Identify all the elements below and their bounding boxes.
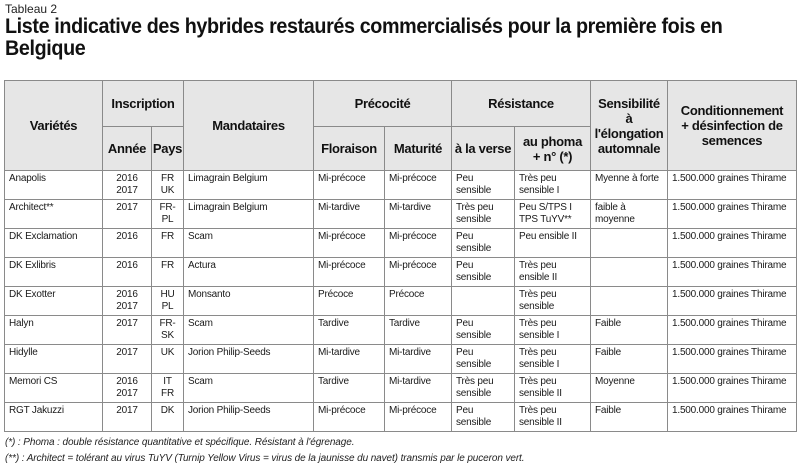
cell-variete: DK Exlibris: [5, 258, 103, 287]
cell-phoma-line: Très peu sensible I: [519, 347, 560, 370]
cell-conditionnement: 1.500.000 graines Thirame: [668, 287, 797, 316]
cell-phoma: [515, 200, 591, 229]
cell-mandataire: Scam: [184, 374, 314, 403]
header-inscription: Inscription: [103, 81, 184, 127]
cell-annee: [103, 403, 152, 432]
cell-annee-line: 2016: [116, 173, 138, 184]
cell-verse-line: sensible: [456, 214, 492, 225]
cell-maturite: Tardive: [385, 316, 452, 345]
cell-verse-line: Très peu: [456, 376, 494, 387]
cell-phoma-line: Peu S/TPS I: [519, 202, 572, 213]
cell-annee-line: 2017: [116, 318, 138, 329]
hybrids-table: [4, 80, 797, 432]
cell-phoma: [515, 403, 591, 432]
cell-phoma-line: Très peu: [519, 376, 557, 387]
cell-phoma-line: Très peu sensible I: [519, 173, 560, 196]
header-maturite: Maturité: [385, 127, 452, 171]
header-varietes: Variétés: [5, 81, 103, 171]
cell-floraison: Mi-précoce: [314, 171, 385, 200]
cell-sensibilite: Faible: [591, 345, 668, 374]
cell-sensibilite: Faible: [591, 316, 668, 345]
cell-annee: [103, 374, 152, 403]
header-annee: Année: [103, 127, 152, 171]
cell-annee-line: 2016: [116, 376, 138, 387]
cell-mandataire: Jorion Philip-Seeds: [184, 345, 314, 374]
cell-phoma: [515, 374, 591, 403]
cell-variete: DK Exotter: [5, 287, 103, 316]
cell-annee-line: 2017: [116, 347, 138, 358]
cell-verse: [452, 258, 515, 287]
cell-conditionnement: 1.500.000 graines Thirame: [668, 403, 797, 432]
cell-verse-line: Peu sensible: [456, 405, 492, 428]
header-precocite: Précocité: [314, 81, 452, 127]
cell-verse-line: Peu sensible: [456, 347, 492, 370]
cell-pays-line: FR: [161, 231, 174, 242]
header-phoma: au phoma + n° (*): [515, 127, 591, 171]
cell-floraison: Mi-tardive: [314, 200, 385, 229]
table-row: [5, 403, 797, 432]
cell-variete: Hidylle: [5, 345, 103, 374]
cell-pays: [152, 171, 184, 200]
header-sensibilite: Sensibilité à l'élongation automnale: [591, 81, 668, 171]
cell-maturite: Mi-précoce: [385, 403, 452, 432]
cell-annee: [103, 229, 152, 258]
cell-annee: [103, 200, 152, 229]
cell-pays-line: UK: [160, 185, 175, 196]
cell-annee-line: 2017: [116, 388, 138, 399]
cell-variete: RGT Jakuzzi: [5, 403, 103, 432]
cell-annee: [103, 345, 152, 374]
cell-phoma: [515, 345, 591, 374]
header-pays: Pays: [152, 127, 184, 171]
cell-mandataire: Monsanto: [184, 287, 314, 316]
cell-floraison: Mi-tardive: [314, 345, 385, 374]
cell-pays-line: FR-SK: [159, 318, 176, 341]
cell-verse: [452, 345, 515, 374]
cell-floraison: Mi-précoce: [314, 403, 385, 432]
cell-variete: Halyn: [5, 316, 103, 345]
cell-pays: [152, 258, 184, 287]
cell-verse-line: Peu sensible: [456, 173, 492, 196]
cell-annee-line: 2017: [116, 202, 138, 213]
cell-mandataire: Actura: [184, 258, 314, 287]
cell-pays-line: FR: [161, 173, 174, 184]
cell-pays-line: IT: [163, 376, 172, 387]
cell-phoma-line: Très peu sensible: [519, 289, 557, 312]
cell-mandataire: Limagrain Belgium: [184, 171, 314, 200]
cell-maturite: Mi-tardive: [385, 200, 452, 229]
cell-verse: [452, 200, 515, 229]
cell-pays-line: FR-PL: [159, 202, 176, 225]
cell-phoma: [515, 229, 591, 258]
cell-annee-line: 2016: [116, 260, 138, 271]
cell-sensibilite: [591, 287, 668, 316]
cell-sensibilite: Faible: [591, 403, 668, 432]
cell-pays: [152, 403, 184, 432]
cell-phoma: [515, 171, 591, 200]
header-conditionnement: Conditionnement + désinfection de semences: [668, 81, 797, 171]
cell-mandataire: Scam: [184, 229, 314, 258]
cell-verse: [452, 403, 515, 432]
header-resistance: Résistance: [452, 81, 591, 127]
cell-pays: [152, 316, 184, 345]
cell-floraison: Mi-précoce: [314, 258, 385, 287]
cell-pays-line: DK: [160, 405, 175, 416]
cell-mandataire: Scam: [184, 316, 314, 345]
cell-maturite: Mi-précoce: [385, 171, 452, 200]
cell-floraison: Mi-précoce: [314, 229, 385, 258]
cell-sensibilite: faible à moyenne: [591, 200, 668, 229]
cell-conditionnement: 1.500.000 graines Thirame: [668, 258, 797, 287]
cell-annee-line: 2017: [116, 301, 138, 312]
cell-variete: DK Exclamation: [5, 229, 103, 258]
cell-sensibilite: [591, 258, 668, 287]
footnote: (**) : Architect = tolérant au virus TuYV (Turnip Yellow Virus = virus de la jaunisse du navet) transmis par le puceron vert.: [5, 453, 525, 464]
cell-verse: [452, 171, 515, 200]
cell-phoma-line: sensible II: [519, 417, 562, 428]
cell-variete: Anapolis: [5, 171, 103, 200]
cell-pays: [152, 200, 184, 229]
cell-floraison: Précoce: [314, 287, 385, 316]
footnote: (*) : Phoma : double résistance quantitative et spécifique. Résistant à l'égrenage.: [5, 437, 355, 448]
cell-maturite: Mi-précoce: [385, 229, 452, 258]
cell-conditionnement: 1.500.000 graines Thirame: [668, 316, 797, 345]
cell-maturite: Mi-précoce: [385, 258, 452, 287]
table-body: [5, 171, 797, 432]
cell-pays-line: PL: [161, 301, 174, 312]
cell-floraison: Tardive: [314, 316, 385, 345]
cell-variete: Architect**: [5, 200, 103, 229]
cell-annee-line: 2017: [116, 185, 138, 196]
cell-maturite: Précoce: [385, 287, 452, 316]
cell-verse-line: Peu sensible: [456, 260, 492, 283]
cell-verse: [452, 316, 515, 345]
cell-phoma: [515, 258, 591, 287]
header-mandataires: Mandataires: [184, 81, 314, 171]
cell-conditionnement: 1.500.000 graines Thirame: [668, 345, 797, 374]
cell-phoma: [515, 316, 591, 345]
table-caption: Tableau 2: [5, 2, 58, 16]
cell-annee-line: 2016: [116, 289, 138, 300]
cell-pays-line: FR: [161, 388, 174, 399]
table-row: [5, 287, 797, 316]
cell-annee: [103, 258, 152, 287]
cell-phoma-line: sensible II: [519, 388, 562, 399]
page-title: Liste indicative des hybrides restaurés commercialisés pour la première fois en Belgique: [5, 15, 723, 60]
cell-pays-line: HU: [160, 289, 175, 300]
cell-verse: [452, 229, 515, 258]
cell-phoma-line: Très peu ensible II: [519, 260, 558, 283]
cell-pays-line: FR: [161, 260, 174, 271]
cell-conditionnement: 1.500.000 graines Thirame: [668, 374, 797, 403]
cell-maturite: Mi-tardive: [385, 345, 452, 374]
table-row: [5, 171, 797, 200]
cell-maturite: Mi-tardive: [385, 374, 452, 403]
cell-pays: [152, 345, 184, 374]
cell-mandataire: Jorion Philip-Seeds: [184, 403, 314, 432]
cell-pays-line: UK: [160, 347, 175, 358]
table-row: [5, 258, 797, 287]
cell-phoma-line: Très peu: [519, 405, 557, 416]
cell-annee-line: 2017: [116, 405, 138, 416]
cell-phoma-line: Très peu sensible I: [519, 318, 560, 341]
cell-phoma-line: Peu ensible II: [519, 231, 577, 242]
cell-sensibilite: Myenne à forte: [591, 171, 668, 200]
cell-conditionnement: 1.500.000 graines Thirame: [668, 200, 797, 229]
table-row: [5, 345, 797, 374]
table-row: [5, 200, 797, 229]
cell-verse: [452, 374, 515, 403]
cell-verse-line: Peu sensible: [456, 231, 492, 254]
cell-floraison: Tardive: [314, 374, 385, 403]
table-row: [5, 229, 797, 258]
cell-phoma-line: TPS TuYV**: [519, 214, 572, 225]
cell-verse-line: Très peu: [456, 202, 494, 213]
cell-pays: [152, 287, 184, 316]
cell-annee: [103, 287, 152, 316]
cell-annee-line: 2016: [116, 231, 138, 242]
cell-phoma: [515, 287, 591, 316]
cell-conditionnement: 1.500.000 graines Thirame: [668, 171, 797, 200]
cell-sensibilite: [591, 229, 668, 258]
cell-verse-line: sensible: [456, 388, 492, 399]
cell-pays: [152, 229, 184, 258]
cell-mandataire: Limagrain Belgium: [184, 200, 314, 229]
cell-verse-line: Peu sensible: [456, 318, 492, 341]
cell-annee: [103, 316, 152, 345]
cell-conditionnement: 1.500.000 graines Thirame: [668, 229, 797, 258]
header-verse: à la verse: [452, 127, 515, 171]
cell-sensibilite: Moyenne: [591, 374, 668, 403]
header-floraison: Floraison: [314, 127, 385, 171]
cell-variete: Memori CS: [5, 374, 103, 403]
cell-pays: [152, 374, 184, 403]
table-row: [5, 374, 797, 403]
cell-verse: [452, 287, 515, 316]
table-row: [5, 316, 797, 345]
cell-annee: [103, 171, 152, 200]
